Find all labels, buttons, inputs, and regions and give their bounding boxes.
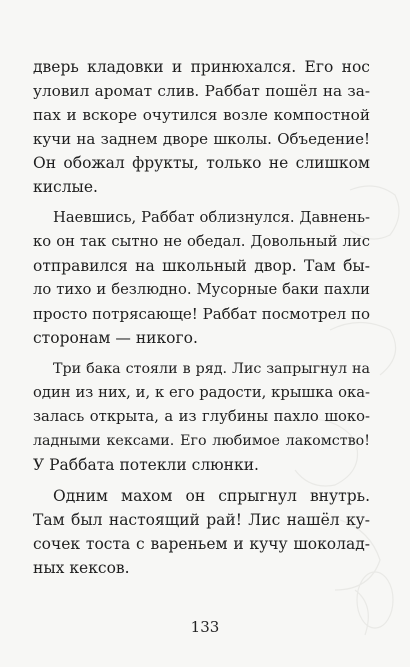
text-line: уловил аромат слив. Раббат пошёл на за-: [33, 82, 370, 100]
paragraph: [33, 484, 370, 580]
paragraph: [33, 357, 370, 477]
text-line: один из них, и, к его радости, крышка ока-: [33, 384, 370, 401]
text-line: отправился на школьный двор. Там бы-: [33, 257, 370, 275]
text-line: просто потрясающе! Раббат посмотрел по: [33, 305, 370, 323]
text-line: сочек тоста с вареньем и кучу шоколад-: [33, 535, 370, 553]
text-line: дверь кладовки и принюхался. Его нос: [33, 58, 370, 76]
text-line: залась открыта, а из глубины пахло шоко-: [33, 408, 370, 425]
text-line: ло тихо и безлюдно. Мусорные баки пахли: [33, 281, 370, 298]
text-line: кислые.: [33, 178, 98, 196]
text-line: Он обожал фрукты, только не слишком: [33, 154, 370, 172]
text-line: Одним махом он спрыгнул внутрь.: [53, 487, 370, 505]
text-line: ладными кексами. Его любимое лакомство!: [33, 433, 370, 449]
page-number: 133: [190, 618, 220, 636]
text-line: Наевшись, Раббат облизнулся. Давнень-: [53, 209, 370, 226]
text-line: У Раббата потекли слюнки.: [33, 456, 259, 474]
text-line: пах и вскоре очутился возле компостной: [33, 106, 370, 124]
body-text: [33, 55, 370, 580]
text-line: кучи на заднем дворе школы. Объедение!: [33, 130, 370, 148]
text-line: ко он так сытно не обедал. Довольный лис: [33, 233, 370, 250]
paragraph-gap: [33, 199, 370, 206]
paragraph-gap: [33, 350, 370, 357]
text-line: сторонам — никого.: [33, 329, 198, 347]
text-line: Там был настоящий рай! Лис нашёл ку-: [33, 511, 370, 529]
paragraph-gap: [33, 477, 370, 484]
text-line: Три бака стояли в ряд. Лис запрыгнул на: [53, 361, 370, 377]
paragraph: [33, 206, 370, 350]
paragraph: [33, 55, 370, 199]
text-line: ных кексов.: [33, 559, 130, 577]
